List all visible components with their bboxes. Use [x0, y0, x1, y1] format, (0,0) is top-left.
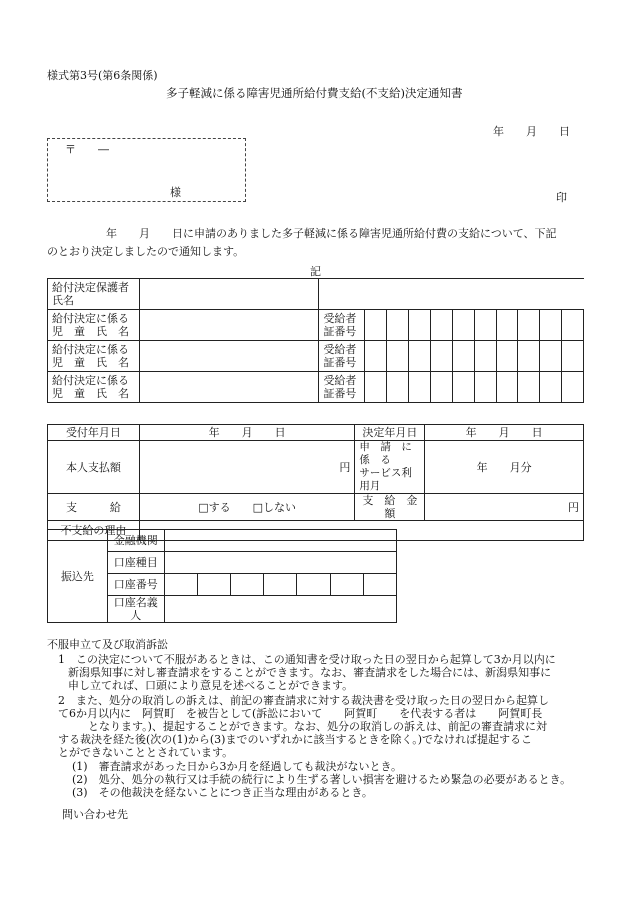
- decision-date-value[interactable]: 年 月 日: [425, 425, 584, 441]
- yen-unit: 円: [568, 500, 579, 514]
- decision-table: [47, 424, 584, 541]
- self-pay-label: 本人支払額: [48, 441, 140, 494]
- guardian-row: [48, 279, 584, 310]
- child-label-1: 給付決定に係る: [52, 343, 129, 356]
- payment-options[interactable]: □する □しない: [139, 494, 355, 521]
- account-type-label: 口座種目: [107, 552, 164, 574]
- account-digit[interactable]: [197, 574, 230, 596]
- child-row: [48, 341, 584, 372]
- note-1-line-b: 新潟県知事に対し審査請求をすることができます。なお、審査請求をした場合には、新潟県知事に: [68, 666, 552, 679]
- cert-label-2: 証番号: [323, 356, 357, 369]
- cert-digit[interactable]: [365, 310, 387, 341]
- document-title: 多子軽減に係る障害児通所給付費支給(不支給)決定通知書: [166, 86, 463, 100]
- decision-date-label: 決定年月日: [355, 425, 425, 441]
- child-label-2: 児 童 氏 名: [52, 356, 129, 369]
- cert-digit[interactable]: [540, 341, 562, 372]
- cert-digit[interactable]: [452, 341, 474, 372]
- child-label-2: 児 童 氏 名: [52, 387, 129, 400]
- bank-value[interactable]: [164, 530, 396, 552]
- cert-label-1: 受給者: [323, 374, 357, 387]
- address-box: [47, 138, 246, 202]
- cert-digit[interactable]: [452, 310, 474, 341]
- note-sub-2: (2) 処分、処分の執行又は手続の続行により生ずる著しい損害を避けるため緊急の必要があるとき。: [72, 773, 572, 786]
- note-sub-3: (3) その他裁決を経ないことにつき正当な理由があるとき。: [72, 786, 373, 799]
- child-label-2: 児 童 氏 名: [52, 325, 129, 338]
- cert-digit[interactable]: [474, 341, 496, 372]
- payment-amount-label: 支 給 金 額: [355, 494, 425, 521]
- note-2-line-b: て6か月以内に 阿賀町 を被告として(訴訟において 阿賀町 を代表する者は 阿賀町長: [58, 707, 543, 720]
- cert-label-2: 証番号: [323, 325, 357, 338]
- child-label-1: 給付決定に係る: [52, 312, 129, 325]
- postal-code: 〒 ―: [65, 143, 109, 156]
- intro-line-2: のとおり決定しましたので通知します。: [47, 245, 245, 258]
- account-digit[interactable]: [297, 574, 330, 596]
- cert-label-1: 受給者: [323, 343, 357, 356]
- note-sub-1: (1) 審査請求があった日から3か月を経過しても裁決がないとき。: [72, 760, 403, 773]
- cert-digit[interactable]: [562, 310, 584, 341]
- cert-digit[interactable]: [365, 341, 387, 372]
- service-month-value[interactable]: 年 月分: [425, 441, 584, 494]
- cert-digit[interactable]: [562, 372, 584, 403]
- account-digit[interactable]: [330, 574, 363, 596]
- seal-mark: 印: [556, 191, 567, 204]
- ki-heading: 記: [310, 265, 321, 278]
- child-name-cell[interactable]: [139, 372, 319, 403]
- account-type-value[interactable]: [164, 552, 396, 574]
- note-2-line-e: とができないこととされています。: [58, 746, 234, 759]
- cert-digit[interactable]: [496, 341, 518, 372]
- cert-digit[interactable]: [365, 372, 387, 403]
- cert-digit[interactable]: [387, 372, 409, 403]
- issue-date: 年 月 日: [493, 125, 570, 138]
- account-digit[interactable]: [363, 574, 396, 596]
- note-2-line-d: する裁決を経た後(次の(1)から(3)までのいずれかに該当するときを除く。)でなければ提起するこ: [58, 733, 533, 746]
- cert-digit[interactable]: [409, 341, 431, 372]
- child-row: [48, 310, 584, 341]
- account-number-label: 口座番号: [107, 574, 164, 596]
- cert-label-2: 証番号: [323, 387, 357, 400]
- cert-digit[interactable]: [518, 372, 540, 403]
- intro-line-1: 年 月 日に申請のありました多子軽減に係る障害児通所給付費の支給について、下記: [106, 227, 557, 240]
- reason-label: 不支給の理由: [48, 521, 140, 541]
- cert-digit[interactable]: [496, 372, 518, 403]
- cert-digit[interactable]: [430, 341, 452, 372]
- addressee-honorific: 様: [170, 186, 181, 199]
- cert-digit[interactable]: [430, 372, 452, 403]
- child-label-1: 給付決定に係る: [52, 374, 129, 387]
- cert-label-1: 受給者: [323, 312, 357, 325]
- cert-digit[interactable]: [518, 310, 540, 341]
- cert-digit[interactable]: [430, 310, 452, 341]
- inquiry-label: 問い合わせ先: [62, 808, 128, 821]
- child-name-cell[interactable]: [139, 341, 319, 372]
- cert-digit[interactable]: [409, 372, 431, 403]
- child-name-cell[interactable]: [139, 310, 319, 341]
- transfer-label: 振込先: [48, 530, 108, 623]
- cert-digit[interactable]: [387, 310, 409, 341]
- recipient-table: [47, 278, 584, 403]
- received-date-label: 受付年月日: [48, 425, 140, 441]
- account-digit[interactable]: [231, 574, 264, 596]
- payment-label: 支 給: [48, 494, 140, 521]
- cert-digit[interactable]: [452, 372, 474, 403]
- cert-digit[interactable]: [562, 341, 584, 372]
- account-digit[interactable]: [164, 574, 197, 596]
- form-number: 様式第3号(第6条関係): [47, 69, 158, 82]
- yen-unit: 円: [339, 460, 351, 474]
- service-month-label-1: 申 請 に 係 る: [359, 441, 423, 466]
- notes-heading: 不服申立て及び取消訴訟: [47, 638, 168, 651]
- bank-table: [47, 529, 397, 623]
- child-row: [48, 372, 584, 403]
- bank-label: 金融機関: [107, 530, 164, 552]
- payment-amount-value[interactable]: [425, 494, 584, 521]
- cert-digit[interactable]: [518, 341, 540, 372]
- self-pay-value[interactable]: [139, 441, 355, 494]
- guardian-name-cell[interactable]: [139, 279, 319, 310]
- cert-digit[interactable]: [540, 310, 562, 341]
- received-date-value[interactable]: 年 月 日: [139, 425, 355, 441]
- cert-digit[interactable]: [474, 372, 496, 403]
- account-digit[interactable]: [264, 574, 297, 596]
- account-holder-label: 口座名義人: [107, 596, 164, 623]
- guardian-label-1: 給付決定保護者: [52, 281, 129, 294]
- cert-digit[interactable]: [540, 372, 562, 403]
- account-holder-value[interactable]: [164, 596, 396, 623]
- note-2-line-a: 2 また、処分の取消しの訴えは、前記の審査請求に対する裁決書を受け取った日の翌日から起算し: [58, 694, 549, 707]
- service-month-label-2: サービス利用月: [359, 467, 412, 492]
- note-1-line-a: 1 この決定について不服があるときは、この通知書を受け取った日の翌日から起算して3か月以内に: [58, 653, 556, 666]
- cert-digit[interactable]: [409, 310, 431, 341]
- note-2-line-c: となります。)、提起することができます。なお、処分の取消しの訴えは、前記の審査請求に対: [88, 720, 548, 733]
- cert-digit[interactable]: [474, 310, 496, 341]
- cert-digit[interactable]: [387, 341, 409, 372]
- guardian-label-2: 氏名: [52, 294, 74, 307]
- note-1-line-c: 申し立てれば、口頭により意見を述べることができます。: [68, 679, 354, 692]
- cert-digit[interactable]: [496, 310, 518, 341]
